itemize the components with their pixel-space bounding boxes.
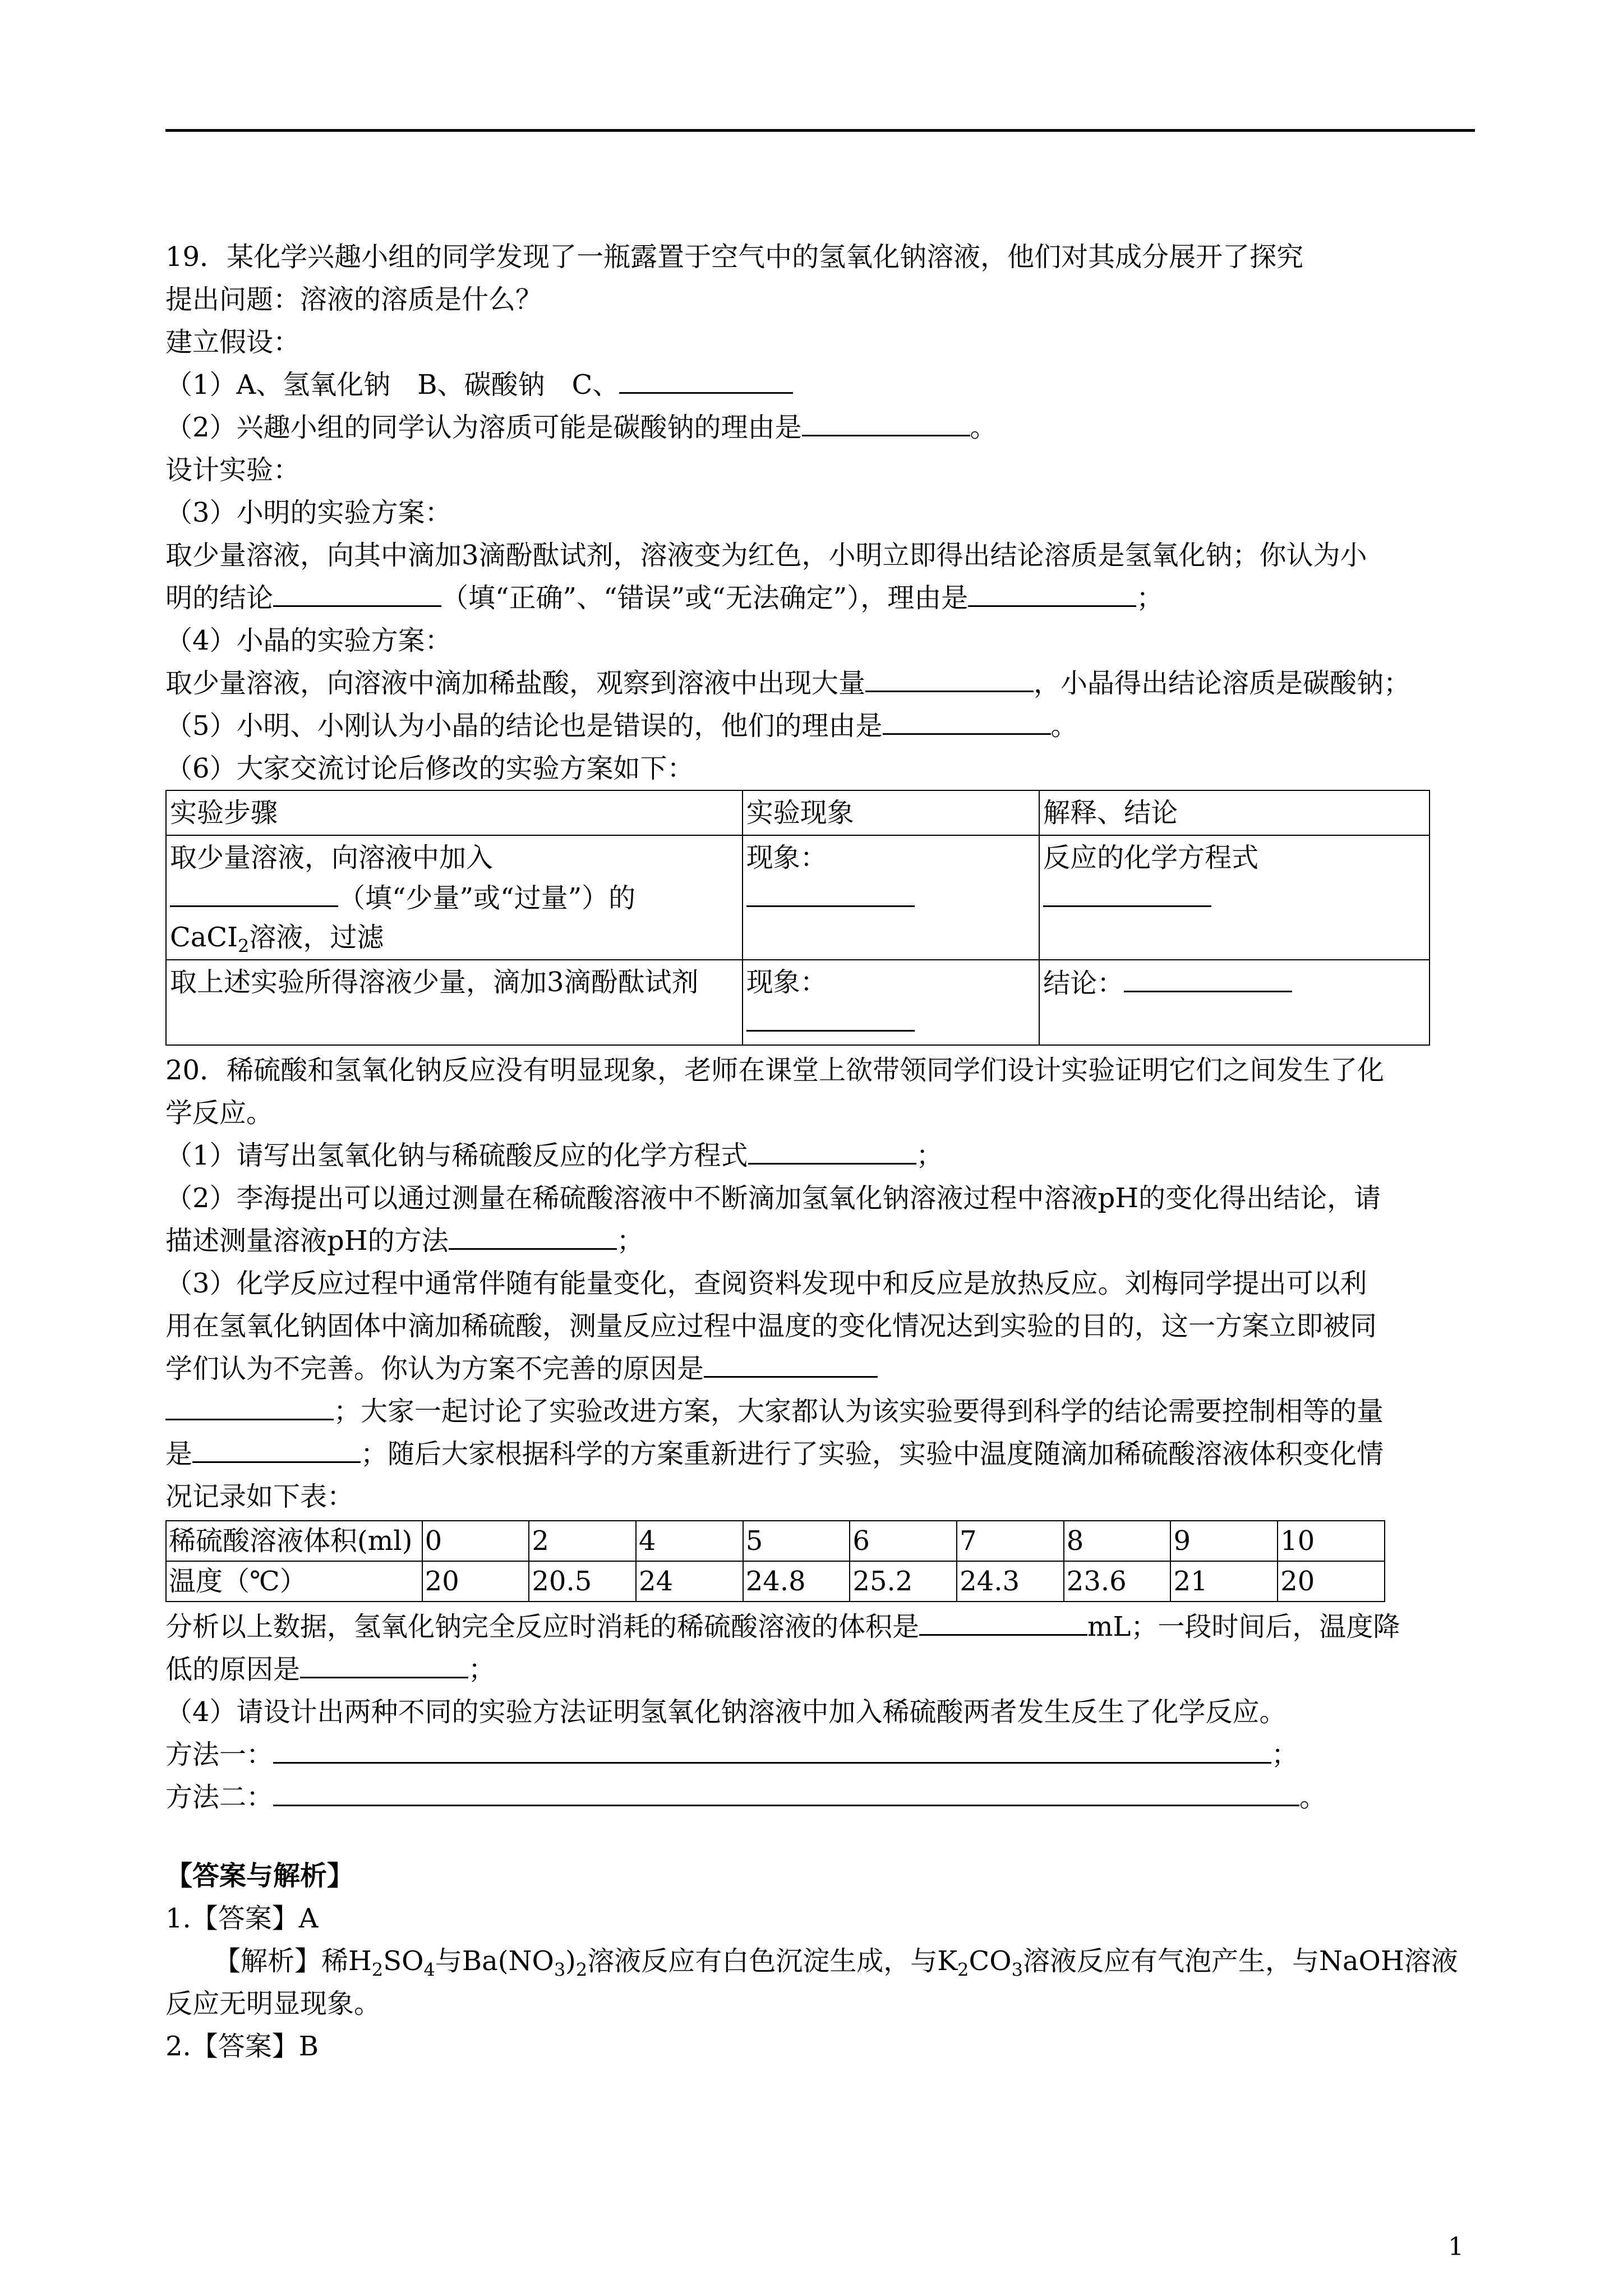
answer-blank (746, 1002, 915, 1032)
q19-part5: （5）小明、小刚认为小晶的结论也是错误的，他们的理由是 。 (165, 705, 1472, 747)
answer-1: 1.【答案】A (165, 1903, 319, 1934)
temperature-cell: 20 (422, 1561, 529, 1602)
table-header: 实验现象 (743, 790, 1039, 835)
q20-analysis-line2: 低的原因是 ； (165, 1648, 1472, 1691)
answer-blank (300, 1649, 468, 1678)
answer-blank (865, 662, 1034, 692)
table-row (166, 835, 1430, 960)
q19-part4-line: 取少量溶液，向溶液中滴加稀盐酸，观察到溶液中出现大量 ，小晶得出结论溶质是碳酸钠； (165, 662, 1472, 705)
table-cell: 取上述实验所得溶液少量，滴加3滴酚酞试剂 (166, 960, 743, 1045)
answer-blank (192, 1433, 361, 1463)
answer-blank (165, 1391, 334, 1420)
answer-blank (170, 877, 338, 907)
table-cell: 现象： (743, 960, 1039, 1045)
temperature-cell: 20 (1278, 1561, 1385, 1602)
q20-part1: （1）请写出氢氧化钠与稀硫酸反应的化学方程式 ； (165, 1134, 1472, 1177)
answer-blank (968, 577, 1136, 607)
volume-cell: 0 (422, 1521, 529, 1561)
q20-title-line1: 20．稀硫酸和氢氧化钠反应没有明显现象，老师在课堂上欲带领同学们设计实验证明它们之间发生了化 (165, 1055, 1385, 1086)
q19-title: 19．某化学兴趣小组的同学发现了一瓶露置于空气中的氢氧化钠溶液，他们对其成分展开了探究 (165, 241, 1304, 273)
answer-blank (1043, 877, 1211, 907)
volume-cell: 7 (957, 1521, 1064, 1561)
experiment-table (165, 790, 1430, 1046)
volume-cell: 5 (743, 1521, 850, 1561)
explanation-1-line1: 【解析】稀$H_2SO_4$与$Ba(NO_3)_2$溶液反应有白色沉淀生成，与$K_2CO_3$溶液反应有气泡产生，与NaOH溶液 (214, 1945, 1458, 1981)
volume-cell: 4 (636, 1521, 743, 1561)
q19-part6: （6）大家交流讨论后修改的实验方案如下： (165, 753, 694, 784)
q20-part3-line5: 是 ；随后大家根据科学的方案重新进行了实验，实验中温度随滴加稀硫酸溶液体积变化情 (165, 1433, 1472, 1475)
table-cell: 取少量溶液，向溶液中加入 （填“少量”或“过量”）的 CaCI$_2$溶液，过滤 (166, 835, 743, 960)
table-row (166, 960, 1430, 1045)
temperature-cell: 21 (1170, 1561, 1278, 1602)
answer-blank (449, 1220, 617, 1250)
explanation-1-line2: 反应无明显现象。 (165, 1988, 381, 2019)
q20-part3-line4: ；大家一起讨论了实验改进方案，大家都认为该实验要得到科学的结论需要控制相等的量 (165, 1390, 1472, 1433)
answers-heading: 【答案与解析】 (165, 1860, 354, 1892)
q19-part4-head: （4）小晶的实验方案： (165, 625, 452, 656)
temperature-cell: 24 (636, 1561, 743, 1602)
temperature-cell: 20.5 (529, 1561, 636, 1602)
answer-blank (746, 877, 915, 907)
q19-design: 设计实验： (165, 454, 301, 486)
q19-part3-head: （3）小明的实验方案： (165, 497, 452, 528)
volume-cell: 10 (1278, 1521, 1385, 1561)
answer-blank (619, 364, 793, 394)
q19-hypothesis: 建立假设： (165, 326, 301, 358)
temperature-table (165, 1520, 1385, 1602)
q20-method2: 方法二： 。 (165, 1776, 1472, 1819)
volume-cell: 9 (1170, 1521, 1278, 1561)
volume-label: 稀硫酸溶液体积(ml) (166, 1521, 422, 1561)
answer-blank (1124, 963, 1292, 992)
table-row (166, 1521, 1385, 1561)
table-header: 实验步骤 (166, 790, 743, 835)
table-cell: 反应的化学方程式 (1039, 835, 1430, 960)
table-cell: 现象： (743, 835, 1039, 960)
q20-part3-line2: 用在氢氧化钠固体中滴加稀硫酸，测量反应过程中温度的变化情况达到实验的目的，这一方案立即被同 (165, 1310, 1377, 1342)
temperature-cell: 24.3 (957, 1561, 1064, 1602)
answer-blank (883, 705, 1051, 735)
q19-part3-line2: 明的结论 （填“正确”、“错误”或“无法确定”），理由是 ； (165, 577, 1472, 619)
answer-2: 2.【答案】B (165, 2031, 319, 2062)
answer-blank (273, 577, 441, 607)
q19-part3-line1: 取少量溶液，向其中滴加3滴酚酞试剂，溶液变为红色，小明立即得出结论溶质是氢氧化钠；你认为小 (165, 540, 1367, 571)
q20-title-line2: 学反应。 (165, 1097, 274, 1129)
temperature-label: 温度（℃） (166, 1561, 422, 1602)
q19-part1: （1）A、氢氧化钠 B、碳酸钠 C、 (165, 364, 1472, 406)
table-row (166, 790, 1430, 835)
header-rule (165, 129, 1475, 132)
q20-part3-line3: 学们认为不完善。你认为方案不完善的原因是 (165, 1347, 1472, 1390)
document-body (165, 236, 1472, 2068)
q20-part4: （4）请设计出两种不同的实验方法证明氢氧化钠溶液中加入稀硫酸两者发生反生了化学反应。 (165, 1696, 1287, 1728)
table-header: 解释、结论 (1039, 790, 1430, 835)
temperature-cell: 24.8 (743, 1561, 850, 1602)
table-cell: 结论： (1039, 960, 1430, 1045)
volume-cell: 2 (529, 1521, 636, 1561)
q19-part2: （2）兴趣小组的同学认为溶质可能是碳酸钠的理由是 。 (165, 406, 1472, 449)
answer-blank (273, 1734, 1271, 1764)
volume-cell: 8 (1064, 1521, 1171, 1561)
answer-blank (704, 1348, 878, 1378)
temperature-cell: 23.6 (1064, 1561, 1171, 1602)
q20-method1: 方法一： ； (165, 1733, 1472, 1776)
answer-blank (273, 1777, 1299, 1806)
temperature-cell: 25.2 (850, 1561, 957, 1602)
q20-part3-line1: （3）化学反应过程中通常伴随有能量变化，查阅资料发现中和反应是放热反应。刘梅同学提出可以利 (165, 1268, 1367, 1299)
answer-blank (919, 1606, 1087, 1636)
q19-question: 提出问题：溶液的溶质是什么？ (165, 284, 543, 315)
q20-part2-line2: 描述测量溶液pH的方法 ； (165, 1220, 1472, 1262)
q20-analysis-line1: 分析以上数据，氢氧化钠完全反应时消耗的稀硫酸溶液的体积是 mL；一段时间后，温度降 (165, 1605, 1472, 1648)
page-number: 1 (1448, 2233, 1464, 2261)
table-row (166, 1561, 1385, 1602)
q20-part3-line6: 况记录如下表： (165, 1481, 354, 1512)
volume-cell: 6 (850, 1521, 957, 1561)
answer-blank (748, 1135, 916, 1165)
answer-blank (802, 407, 970, 436)
q20-part2-line1: （2）李海提出可以通过测量在稀硫酸溶液中不断滴加氢氧化钠溶液过程中溶液pH的变化得出结论，请 (165, 1182, 1381, 1214)
